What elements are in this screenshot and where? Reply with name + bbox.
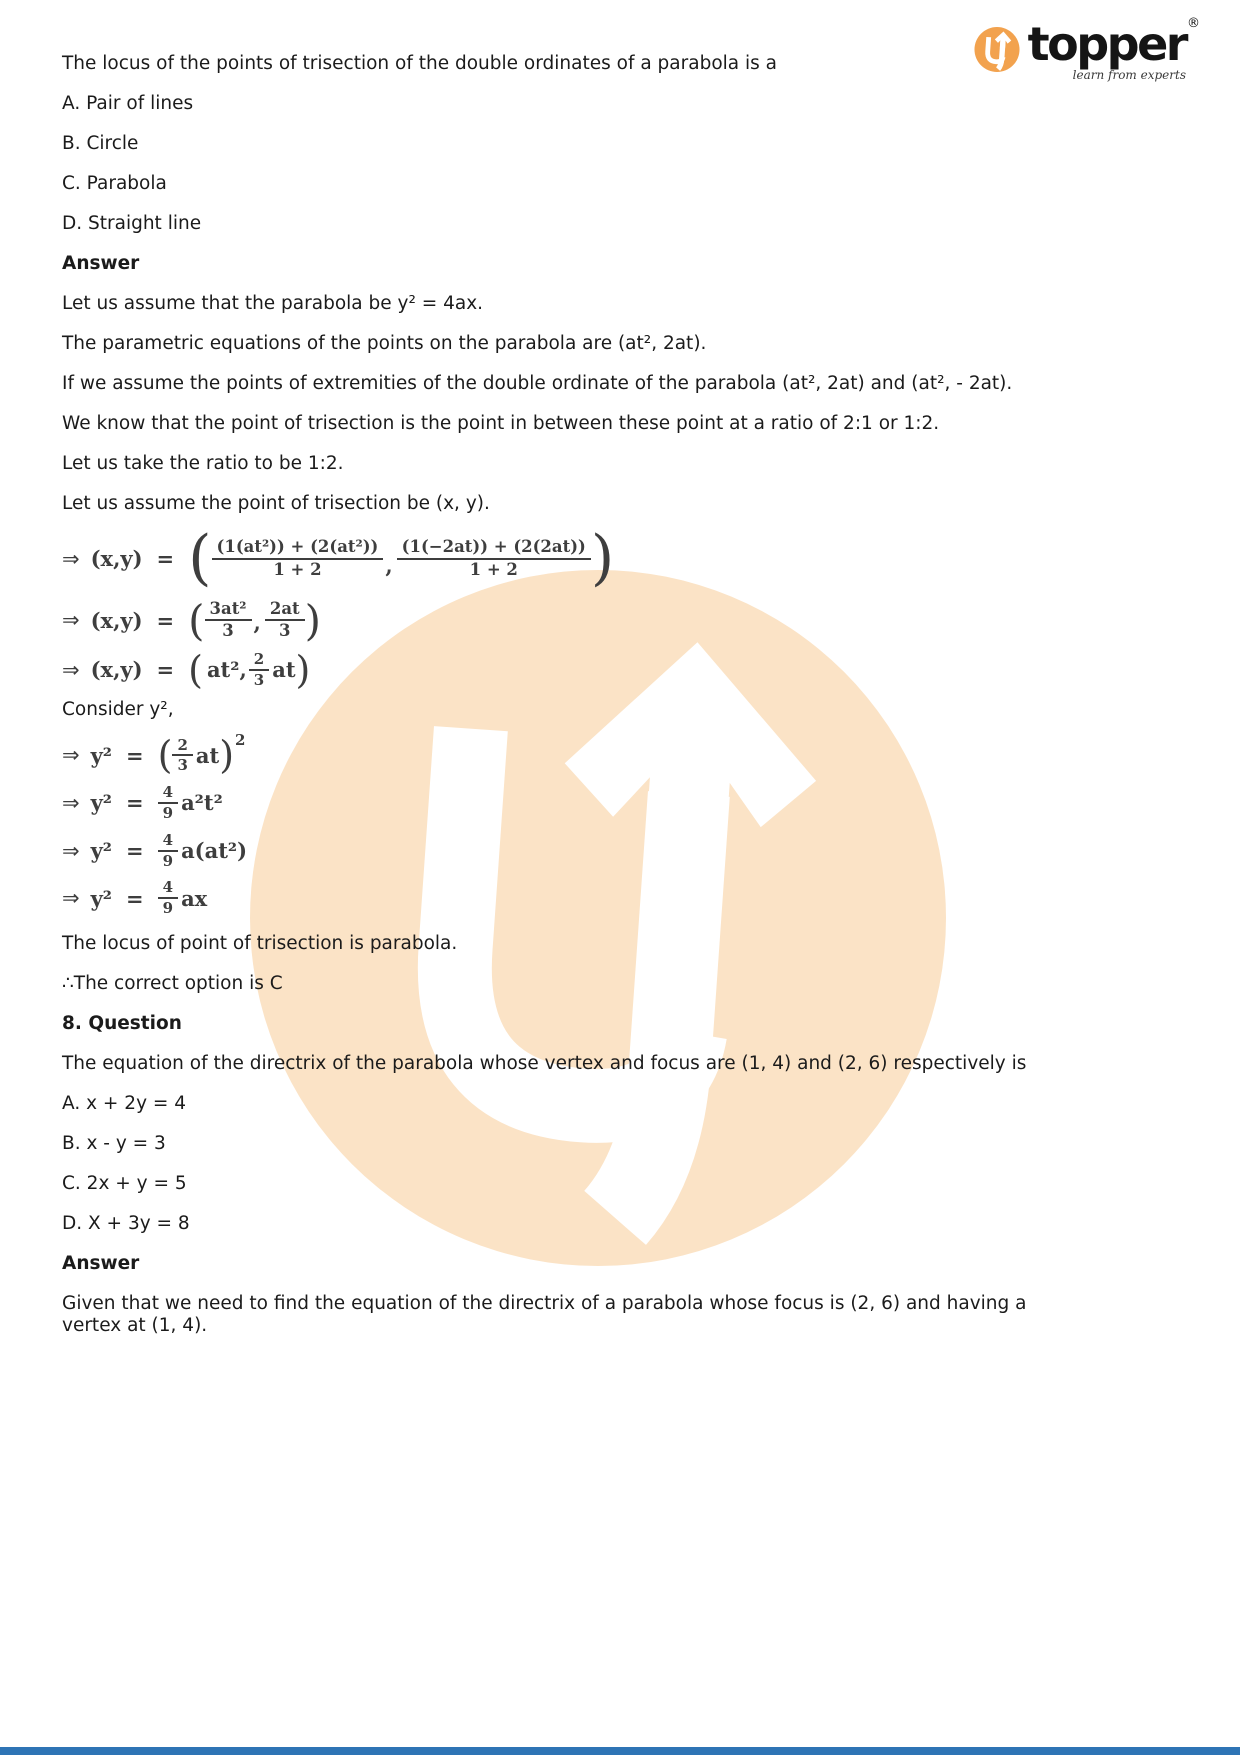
fraction-numerator: (1(at²)) + (2(at²))	[216, 537, 379, 557]
equation-y-squared-3	[62, 832, 1186, 870]
equation-simplified-2	[62, 647, 1186, 692]
utopper-circle-arrow-icon	[974, 26, 1020, 73]
open-paren: (	[157, 733, 173, 778]
fraction-numerator: 4	[162, 878, 174, 897]
equals-sign: =	[126, 742, 144, 768]
fraction-numerator: (1(−2at)) + (2(2at))	[401, 537, 586, 557]
question8-prompt: The equation of the directrix of the parabola whose vertex and focus are (1, 4) and (2, 6) respectively is	[62, 1052, 1027, 1074]
close-paren: )	[219, 733, 235, 778]
fraction-two-thirds	[172, 737, 192, 775]
step-extremities: If we assume the points of extremities of the double ordinate of the parabola (at², 2at) and (at², - 2at).	[62, 373, 1013, 394]
fraction-numerator: 4	[162, 830, 174, 849]
question7-option-c: C. Parabola	[62, 173, 167, 194]
eq-term: a(at²)	[181, 838, 248, 864]
equation-y-squared-2	[62, 784, 1186, 822]
brand-name: topper	[1027, 17, 1186, 71]
fraction-denominator: 3	[249, 669, 269, 689]
eq-lhs: y²	[90, 885, 113, 911]
step-parametric: The parametric equations of the points on the parabola are (at², 2at).	[62, 333, 707, 354]
eq-term: a²t²	[181, 790, 223, 816]
solution-content	[62, 0, 1186, 1355]
fraction-denominator: 3	[265, 619, 305, 640]
equals-sign: =	[126, 790, 144, 816]
fraction-denominator: 3	[205, 619, 252, 640]
fraction-two-thirds	[249, 651, 269, 689]
fraction-numerator: 3at²	[209, 599, 247, 618]
fraction-x	[212, 538, 384, 579]
step-assume-point: Let us assume the point of trisection be (x, y).	[62, 493, 490, 514]
fraction-numerator: 2	[253, 649, 265, 668]
implies-arrow: ⇒	[62, 657, 80, 682]
open-paren: (	[188, 595, 205, 645]
equals-sign: =	[156, 607, 175, 633]
comma: ,	[253, 609, 261, 635]
equals-sign: =	[156, 657, 175, 683]
eq-lhs: y²	[90, 742, 113, 768]
question8-heading: 8. Question	[62, 1012, 182, 1034]
eq-term: ax	[181, 885, 208, 911]
consider-line: Consider y²,	[62, 698, 174, 720]
equals-sign: =	[126, 838, 144, 864]
question8-option-b: B. x - y = 3	[62, 1132, 166, 1154]
question8-option-a: A. x + 2y = 4	[62, 1092, 187, 1114]
equation-y-squared-1	[62, 730, 1186, 778]
fraction-denominator: 1 + 2	[212, 558, 384, 579]
fraction-denominator: 3	[172, 754, 192, 774]
question8-option-d: D. X + 3y = 8	[62, 1212, 190, 1234]
question8-option-c: C. 2x + y = 5	[62, 1172, 187, 1194]
equals-sign: =	[156, 546, 175, 571]
implies-arrow: ⇒	[62, 838, 80, 863]
brand-header	[974, 16, 1200, 83]
comma: ,	[385, 553, 393, 578]
implies-arrow: ⇒	[62, 546, 80, 571]
question7-option-a: A. Pair of lines	[62, 93, 194, 114]
eq-term: at	[195, 742, 220, 768]
eq-lhs: (x,y)	[90, 657, 143, 683]
equation-y-squared-4	[62, 879, 1186, 917]
fraction-four-ninths	[158, 784, 178, 822]
eq-term: at	[272, 657, 296, 683]
eq-lhs: (x,y)	[90, 607, 143, 633]
question7-option-b: B. Circle	[62, 133, 139, 154]
question7-prompt: The locus of the points of trisection of the double ordinates of a parabola is a	[62, 53, 777, 74]
fraction-denominator: 9	[158, 802, 178, 822]
open-paren: (	[188, 647, 203, 692]
step-trisection-ratio: We know that the point of trisection is the point in between these point at a ratio of 2:1 or 1:2.	[62, 413, 940, 434]
equation-section-formula	[62, 523, 1186, 593]
answer-body-line2: vertex at (1, 4).	[62, 1314, 208, 1336]
fraction-denominator: 1 + 2	[397, 558, 591, 579]
eq-term: at²,	[206, 657, 247, 683]
question8-answer-body	[62, 1293, 1077, 1337]
question7-option-d: D. Straight line	[62, 213, 202, 234]
eq-lhs: y²	[90, 838, 113, 864]
fraction-four-ninths	[158, 879, 178, 917]
conclusion-line: The locus of point of trisection is parabola.	[62, 932, 458, 954]
step-assume-parabola: Let us assume that the parabola be y² = 4ax.	[62, 293, 484, 314]
fraction-numerator: 2	[177, 735, 188, 754]
implies-arrow: ⇒	[62, 886, 80, 911]
verdict-line: ∴The correct option is C	[62, 972, 283, 994]
registered-trademark-symbol: ®	[1187, 16, 1200, 31]
close-paren: )	[590, 523, 615, 593]
fraction-numerator: 4	[162, 783, 174, 802]
brand-tagline: learn from experts	[1072, 68, 1186, 83]
answer-body-line1: Given that we need to find the equation of the directrix of a parabola whose focus is (2, 6) and having a	[62, 1292, 1027, 1314]
fraction-denominator: 9	[158, 850, 178, 870]
footer-accent-bar	[0, 1747, 1240, 1755]
answer-heading-q8: Answer	[62, 1252, 140, 1274]
fraction-four-ninths	[158, 832, 178, 870]
brand-text-block	[1027, 16, 1200, 83]
open-paren: (	[188, 523, 212, 593]
fraction-denominator: 9	[158, 897, 178, 917]
exponent: 2	[235, 730, 246, 749]
fraction-y	[397, 538, 591, 579]
step-take-ratio: Let us take the ratio to be 1:2.	[62, 453, 344, 474]
close-paren: )	[304, 595, 322, 645]
equation-simplified-1	[62, 595, 1186, 645]
implies-arrow: ⇒	[62, 790, 80, 815]
fraction-y	[265, 600, 305, 641]
implies-arrow: ⇒	[62, 743, 80, 768]
close-paren: )	[295, 647, 311, 692]
fraction-x	[205, 600, 252, 641]
implies-arrow: ⇒	[62, 608, 80, 633]
equals-sign: =	[126, 885, 144, 911]
eq-lhs: y²	[90, 790, 113, 816]
eq-lhs: (x,y)	[90, 546, 143, 571]
answer-heading-q7: Answer	[62, 253, 140, 274]
fraction-numerator: 2at	[269, 599, 300, 618]
